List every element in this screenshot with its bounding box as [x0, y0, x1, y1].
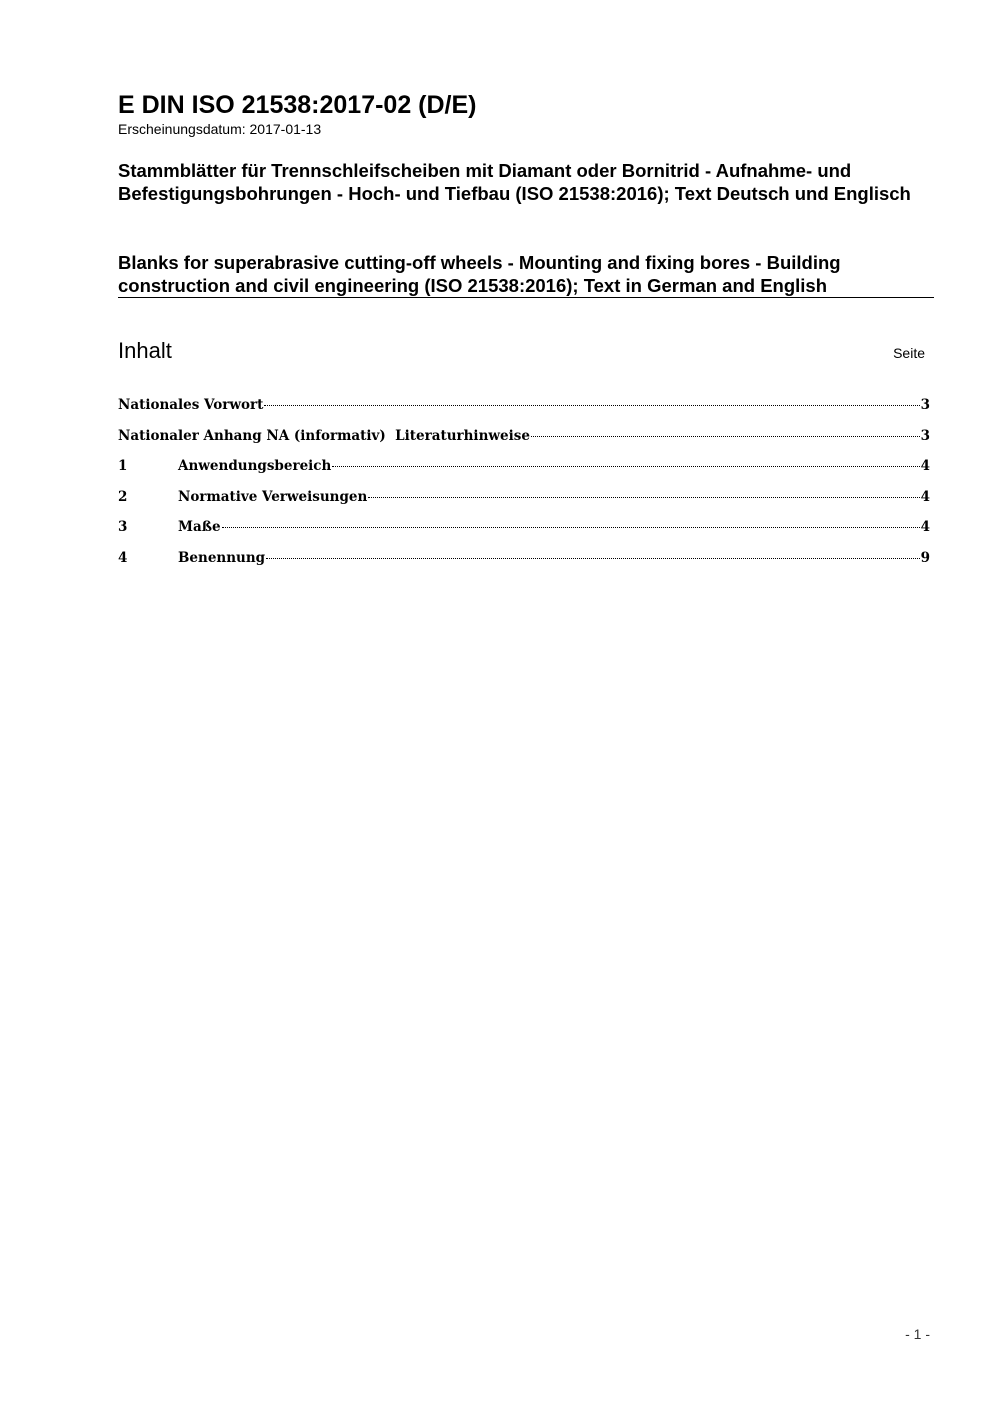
english-title: Blanks for superabrasive cutting-off wheels - Mounting and fixing bores - Building construction and civil engineering (ISO 21538:2016); Text in German and English	[118, 252, 841, 296]
toc-entry-page: 3	[920, 397, 930, 413]
toc-dot-leader	[264, 405, 919, 406]
document-title: E DIN ISO 21538:2017-02 (D/E)	[118, 91, 477, 119]
toc-entry-text: Maße	[178, 519, 221, 535]
toc-entry-number: 2	[118, 488, 128, 505]
toc-entry-anwendungsbereich[interactable]	[118, 456, 930, 487]
german-title: Stammblätter für Trennschleifscheiben mit Diamant oder Bornitrid - Aufnahme- und Befestigungsbohrungen - Hoch- und Tiefbau (ISO 21538:2016); Text Deutsch und Englisch	[118, 160, 911, 204]
toc-entry-page: 4	[920, 458, 930, 474]
toc-entry-page: 3	[920, 427, 930, 444]
title-divider	[118, 297, 934, 298]
toc-entry-text: Anwendungsbereich	[178, 458, 332, 474]
toc-dot-leader	[332, 466, 919, 467]
toc-page-column-label: Seite	[893, 345, 925, 361]
toc-dot-leader	[368, 497, 919, 498]
toc-entry-text: Nationales Vorwort	[118, 397, 264, 413]
toc-entry-normative-verweisungen[interactable]	[118, 487, 930, 518]
toc-entry-nationales-vorwort[interactable]	[118, 395, 930, 426]
toc-entry-number: 3	[118, 519, 128, 535]
toc-entry-page: 4	[920, 488, 930, 505]
toc-dot-leader	[222, 527, 920, 528]
toc-entry-nationaler-anhang[interactable]	[118, 426, 930, 457]
toc-entry-text: Normative Verweisungen	[178, 488, 368, 505]
publication-date: Erscheinungsdatum: 2017-01-13	[118, 121, 322, 137]
toc-entry-text: Benennung	[178, 549, 266, 566]
table-of-contents	[118, 395, 930, 578]
toc-entry-number: 4	[118, 549, 128, 566]
page-number: - 1 -	[905, 1326, 930, 1342]
toc-entry-text: Nationaler Anhang NA (informativ) Literaturhinweise	[118, 427, 530, 444]
toc-entry-masse[interactable]	[118, 517, 930, 548]
toc-entry-page: 4	[920, 519, 930, 535]
toc-dot-leader	[531, 436, 920, 437]
toc-entry-benennung[interactable]	[118, 548, 930, 579]
toc-dot-leader	[266, 558, 919, 559]
toc-entry-number: 1	[118, 458, 128, 474]
toc-entry-page: 9	[920, 549, 930, 566]
toc-heading: Inhalt	[118, 338, 172, 363]
